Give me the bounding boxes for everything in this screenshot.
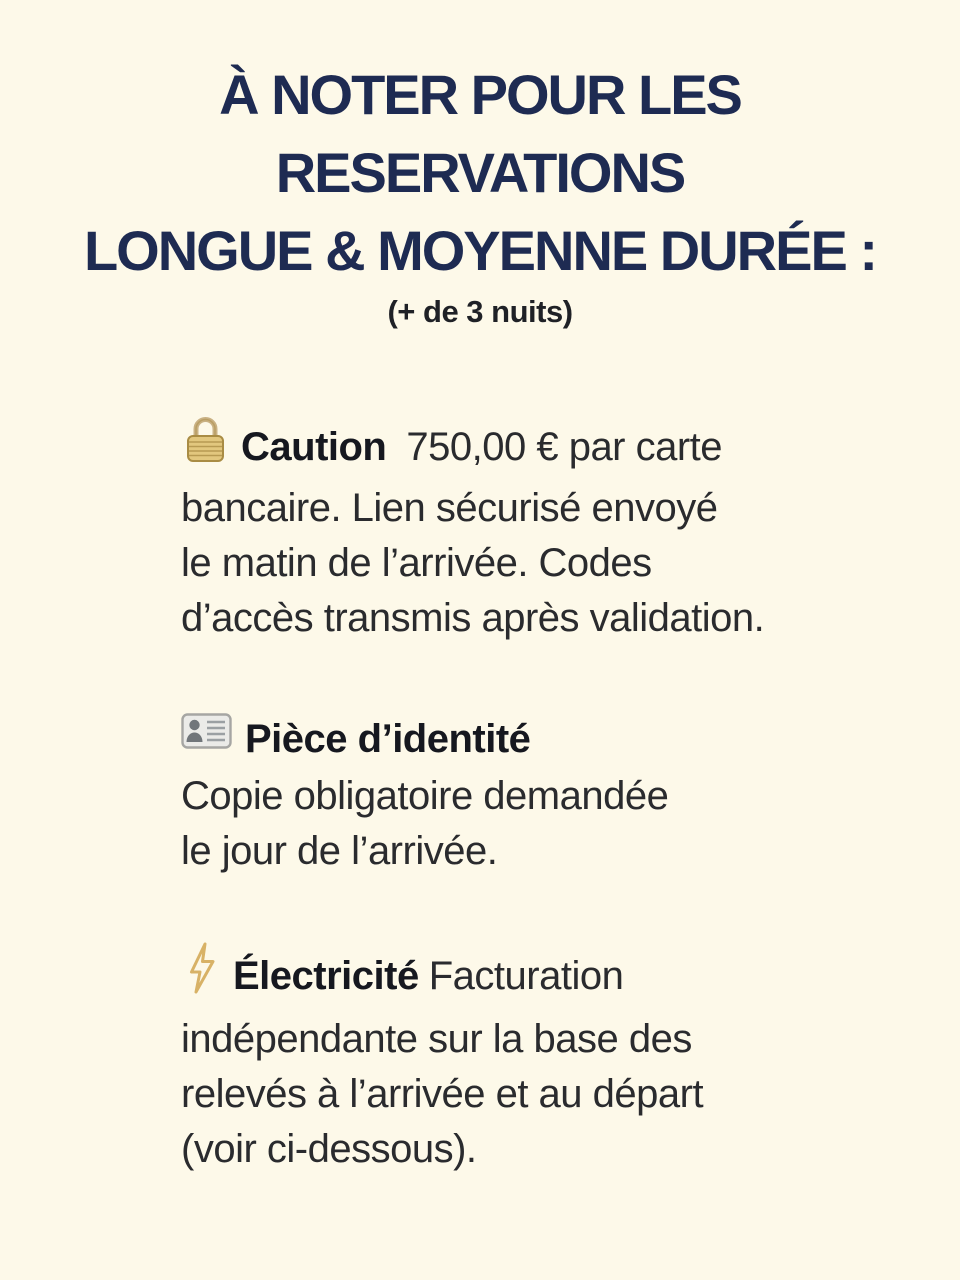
- title-line-3: LONGUE & MOYENNE DURÉE :: [83, 219, 877, 282]
- id-card-icon: [181, 709, 232, 764]
- section-text-line: (voir ci-dessous).: [181, 1126, 477, 1171]
- section-heading: Caution: [241, 425, 387, 470]
- lightning-icon: [188, 942, 216, 1009]
- section-heading-rest: Facturation: [428, 954, 624, 998]
- section-heading-rest: 750,00 € par carte: [406, 425, 723, 470]
- lock-icon: [185, 415, 226, 478]
- page-subtitle: (+ de 3 nuits): [387, 294, 573, 329]
- section-text-line: Copie obligatoire demandée: [181, 773, 669, 818]
- section-text-line: relevés à l’arrivée et au départ: [181, 1071, 704, 1116]
- section-text-line: le jour de l’arrivée.: [181, 828, 498, 873]
- notes-list: [181, 418, 881, 1177]
- section-electricite: [181, 945, 881, 1177]
- section-caution: [181, 418, 881, 646]
- section-id-first-line: [181, 712, 881, 769]
- section-text-line: indépendante sur la base des: [181, 1016, 692, 1061]
- section-elec-first-line: [181, 945, 881, 1012]
- section-heading: Pièce d’identité: [245, 717, 531, 761]
- section-heading: Électricité: [233, 954, 419, 998]
- section-text-line: d’accès transmis après validation.: [181, 596, 765, 640]
- title-line-1: À NOTER POUR LES: [219, 63, 741, 126]
- section-text-line: bancaire. Lien sécurisé envoyé: [181, 486, 718, 530]
- section-piece-identite: [181, 712, 881, 879]
- section-text-line: le matin de l’arrivée. Codes: [181, 541, 652, 585]
- page-title: [0, 0, 960, 290]
- title-line-2: RESERVATIONS: [275, 141, 685, 204]
- section-caution-first-line: [181, 418, 881, 481]
